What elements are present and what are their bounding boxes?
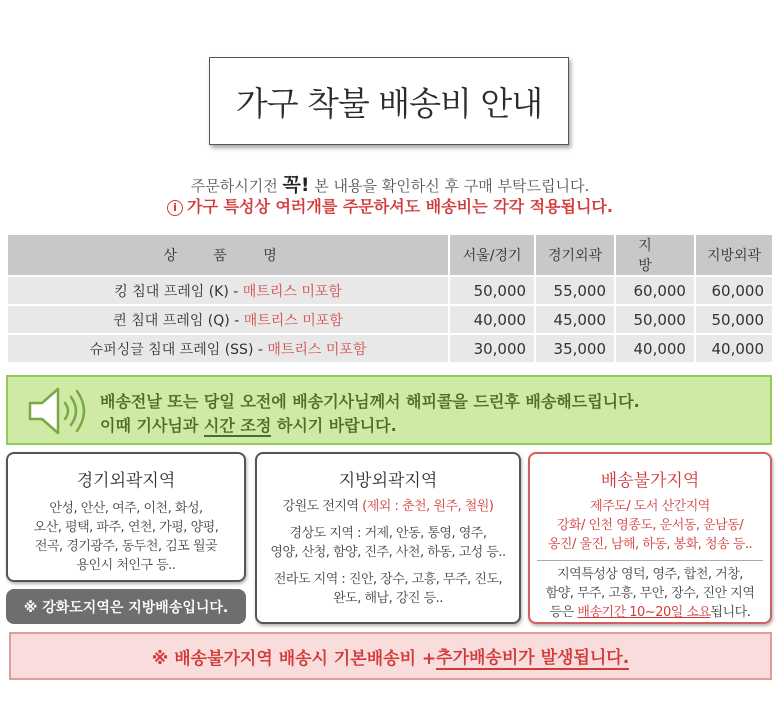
delivery-call-banner: [6, 375, 772, 445]
region-line: 완도, 해남, 강진 등..: [333, 591, 443, 606]
region-line: 옹진/ 울진, 남해, 하동, 봉화, 청송 등..: [547, 537, 753, 552]
region-title: 경기외곽지역: [76, 471, 176, 491]
table-row: [8, 306, 772, 333]
region-local-outer: [255, 452, 521, 624]
region-line: 전곡, 경기광주, 동두천, 김포 월곶: [34, 539, 218, 554]
price-cell: 40,000: [616, 335, 694, 362]
info-icon: i: [167, 200, 183, 216]
separator: -: [229, 312, 244, 329]
region-gyeongsang: [257, 524, 519, 562]
region-gangwon: [257, 497, 519, 516]
region-delay-list: [530, 565, 770, 622]
region-gyeonggi-outer: [6, 452, 246, 582]
region-undeliverable: [528, 452, 772, 624]
region-exception: (제외 : 춘천, 원주, 철원): [362, 499, 494, 514]
region-line: 지역특성상 영덕, 영주, 합천, 거창,: [557, 567, 743, 582]
region-title: 배송불가지역: [600, 471, 700, 491]
page-title: 가구 착불 배송비 안내: [235, 83, 543, 123]
price-table-header: [8, 235, 772, 275]
mattress-excluded-note: 매트리스 미포함: [267, 341, 367, 358]
price-cell: 60,000: [616, 277, 694, 304]
price-cell: 50,000: [450, 277, 534, 304]
ganghwa-note: ※ 강화도지역은 지방배송입니다.: [6, 589, 246, 624]
price-cell: 45,000: [536, 306, 614, 333]
delivery-call-time-adjust: 시간 조정: [203, 416, 272, 435]
divider: [537, 560, 763, 561]
product-name-cell: [8, 306, 448, 333]
price-cell: 35,000: [536, 335, 614, 362]
extra-fee-emphasis: 추가배송비가 발생됩니다.: [436, 643, 629, 670]
price-cell: 40,000: [450, 306, 534, 333]
product-name-cell: [8, 277, 448, 304]
extra-fee-banner: [9, 632, 772, 680]
region-line: 등은: [549, 605, 578, 620]
order-notice: [0, 170, 780, 197]
header-local-outer: 지방외곽: [696, 235, 772, 275]
region-undeliverable-list: [530, 497, 770, 554]
product-name: 킹 침대 프레임 (K): [114, 283, 229, 300]
table-row: [8, 277, 772, 304]
speaker-icon: [26, 385, 92, 437]
region-jeolla: [257, 570, 519, 608]
region-line: 오산, 평택, 파주, 연천, 가평, 양평,: [33, 520, 219, 535]
separator: -: [253, 341, 268, 358]
price-cell: 55,000: [536, 277, 614, 304]
product-name-cell: [8, 335, 448, 362]
region-title: 지방외곽지역: [338, 471, 438, 491]
price-cell: 50,000: [696, 306, 772, 333]
price-cell: 60,000: [696, 277, 772, 304]
region-line: 영양, 산청, 함양, 진주, 사천, 하동, 고성 등..: [270, 545, 506, 560]
price-cell: 30,000: [450, 335, 534, 362]
header-gyeonggi-outer: 경기외곽: [536, 235, 614, 275]
extra-fee-pre: ※ 배송불가지역 배송시 기본배송비 +: [151, 648, 437, 669]
delivery-call-line2-pre: 이때 기사님과: [100, 416, 204, 435]
delivery-period: 배송기간 10~20일 소요: [577, 605, 711, 620]
header-local: 지 방: [616, 235, 694, 275]
shipping-notice: [0, 194, 780, 217]
mattress-excluded-note: 매트리스 미포함: [242, 283, 342, 300]
region-line: 용인시 처인구 등..: [76, 558, 176, 573]
region-list: [8, 499, 244, 575]
order-notice-emphasis: 꼭!: [282, 174, 310, 196]
separator: -: [228, 283, 243, 300]
price-table: [6, 233, 774, 364]
delivery-call-line1: 배송전날 또는 당일 오전에 배송기사님께서 해피콜을 드린후 배송해드립니다.: [100, 392, 640, 411]
order-notice-post: 본 내용을 확인하신 후 구매 부탁드립니다.: [309, 177, 590, 195]
region-line: 함양, 무주, 고흥, 무안, 장수, 진안 지역: [545, 586, 755, 601]
region-line: 경상도 지역 : 거제, 안동, 통영, 영주,: [289, 526, 487, 541]
product-name: 슈퍼싱글 침대 프레임 (SS): [89, 341, 254, 358]
region-line: 안성, 안산, 여주, 이천, 화성,: [49, 501, 203, 516]
title-box: [209, 57, 569, 145]
table-row: [8, 335, 772, 362]
order-notice-pre: 주문하시기전: [190, 177, 283, 195]
shipping-notice-text: 가구 특성상 여러개를 주문하셔도 배송비는 각각 적용됩니다.: [187, 197, 613, 216]
header-seoul: 서울/경기: [450, 235, 534, 275]
region-line: 강화/ 인천 영종도, 운서동, 운남동/: [556, 518, 744, 533]
header-product: 상 품 명: [8, 235, 448, 275]
delivery-call-line2: [100, 413, 397, 436]
price-cell: 50,000: [616, 306, 694, 333]
region-line: 됩니다.: [710, 605, 751, 620]
region-line: 전라도 지역 : 진안, 장수, 고흥, 무주, 진도,: [273, 572, 503, 587]
region-line: 제주도/ 도서 산간지역: [590, 499, 710, 514]
mattress-excluded-note: 매트리스 미포함: [243, 312, 343, 329]
delivery-call-line2-post: 하시기 바랍니다.: [271, 416, 397, 435]
product-name: 퀸 침대 프레임 (Q): [113, 312, 230, 329]
price-cell: 40,000: [696, 335, 772, 362]
region-line: 강원도 전지역: [282, 499, 363, 514]
